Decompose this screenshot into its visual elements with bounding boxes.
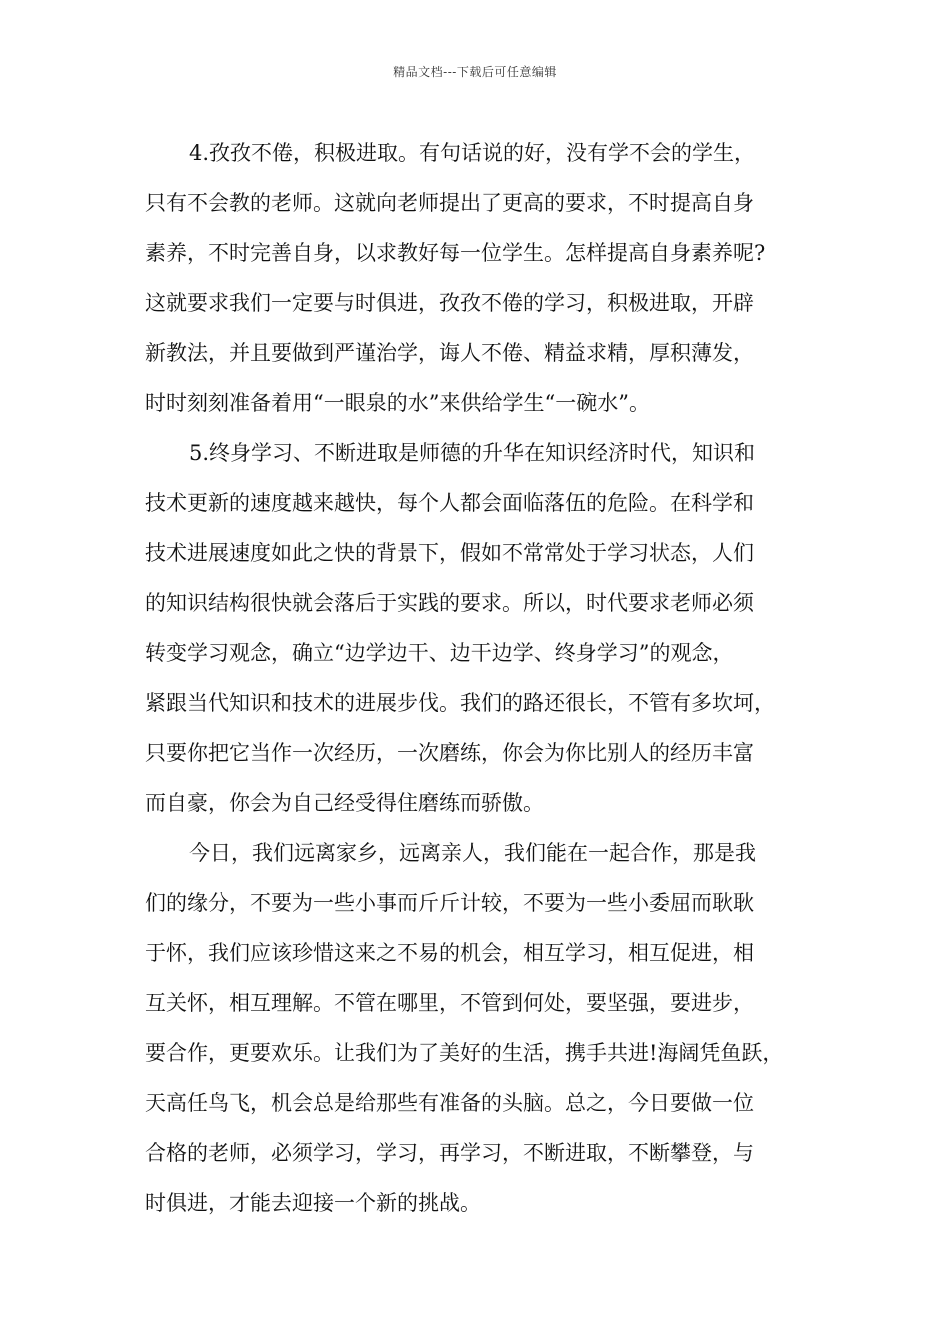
text-line: 4.孜孜不倦，积极进取。有句话说的好，没有学不会的学生， xyxy=(189,141,756,165)
paragraph-closing xyxy=(145,828,825,1228)
text-line: 只有不会教的老师。这就向老师提出了更高的要求，不时提高自身 xyxy=(145,191,754,215)
page-header: 精品文档---下载后可任意编辑 xyxy=(393,65,557,79)
text-line: 技术更新的速度越来越快，每个人都会面临落伍的危险。在科学和 xyxy=(145,491,754,515)
text-line: 素养，不时完善自身，以求教好每一位学生。怎样提高自身素养呢? xyxy=(145,241,766,265)
document-body xyxy=(145,128,825,1228)
text-line: 时时刻刻准备着用“一眼泉的水”来供给学生“一碗水”。 xyxy=(145,391,650,415)
paragraph-5 xyxy=(145,428,825,828)
text-line: 而自豪，你会为自己经受得住磨练而骄傲。 xyxy=(145,791,544,815)
paragraph-4 xyxy=(145,128,825,428)
text-line: 技术进展速度如此之快的背景下，假如不常常处于学习状态，人们 xyxy=(145,541,754,565)
text-line: 今日，我们远离家乡，远离亲人，我们能在一起合作，那是我 xyxy=(189,841,756,865)
text-line: 合格的老师，必须学习，学习，再学习，不断进取，不断攀登，与 xyxy=(145,1141,754,1165)
text-line: 们的缘分，不要为一些小事而斤斤计较，不要为一些小委屈而耿耿 xyxy=(145,891,754,915)
text-line: 天高任鸟飞，机会总是给那些有准备的头脑。总之，今日要做一位 xyxy=(145,1091,754,1115)
text-line: 的知识结构很快就会落后于实践的要求。所以，时代要求老师必须 xyxy=(145,591,754,615)
text-line: 于怀，我们应该珍惜这来之不易的机会，相互学习，相互促进，相 xyxy=(145,941,754,965)
text-line: 转变学习观念，确立“边学边干、边干边学、终身学习”的观念， xyxy=(145,641,734,665)
text-line: 这就要求我们一定要与时俱进，孜孜不倦的学习，积极进取，开辟 xyxy=(145,291,754,315)
text-line: 要合作，更要欢乐。让我们为了美好的生活，携手共进!海阔凭鱼跃， xyxy=(145,1041,784,1065)
text-line: 互关怀，相互理解。不管在哪里，不管到何处，要坚强，要进步， xyxy=(145,991,754,1015)
text-line: 只要你把它当作一次经历，一次磨练，你会为你比别人的经历丰富 xyxy=(145,741,754,765)
text-line: 5.终身学习、不断进取是师德的升华在知识经济时代，知识和 xyxy=(189,441,756,465)
text-line: 新教法，并且要做到严谨治学，诲人不倦、精益求精，厚积薄发， xyxy=(145,341,754,365)
text-line: 时俱进，才能去迎接一个新的挑战。 xyxy=(145,1191,481,1215)
text-line: 紧跟当代知识和技术的进展步伐。我们的路还很长，不管有多坎坷， xyxy=(145,691,775,715)
